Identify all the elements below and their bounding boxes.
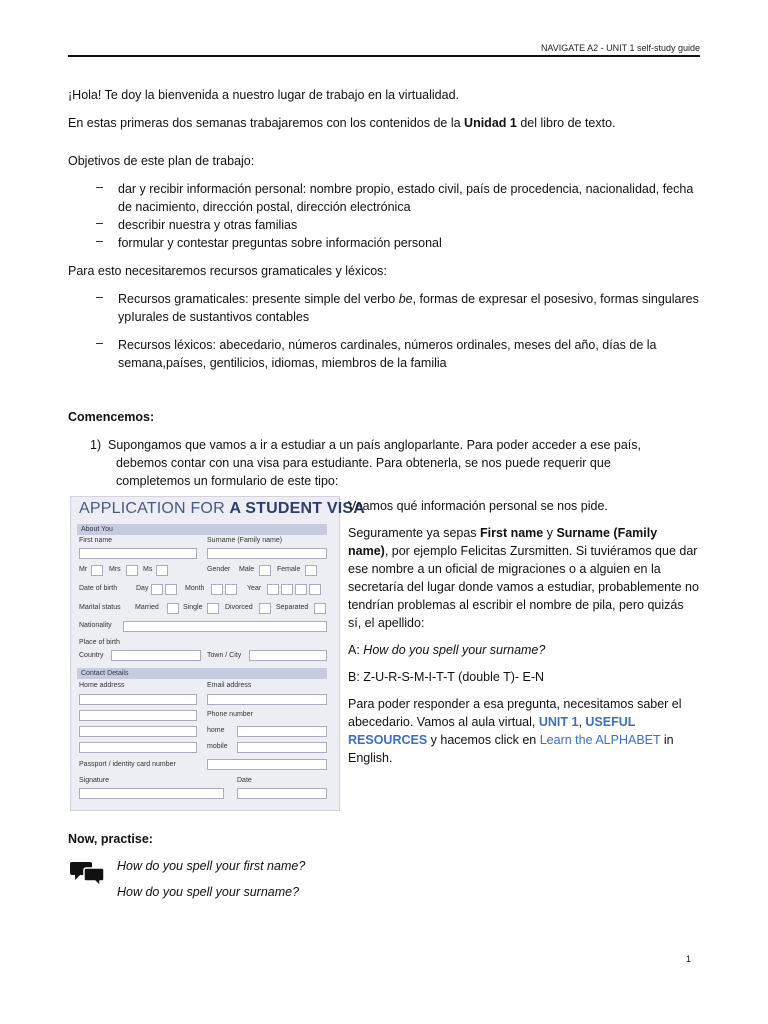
- page-number: 1: [686, 954, 692, 964]
- label-date: Date: [237, 777, 252, 784]
- field-address-1: [79, 694, 197, 705]
- label-first-name: First name: [79, 537, 113, 544]
- alphabet-text-a: Para poder responder a esa pregunta, necesitamos saber el abecedario. Vamos al aula virtual,: [348, 697, 682, 729]
- label-separated: Separated: [276, 604, 309, 611]
- label-passport: Passport / identity card number: [79, 761, 176, 768]
- field-address-3: [79, 726, 197, 737]
- section-contact-details: Contact Details: [77, 668, 327, 679]
- label-town: Town / City: [207, 652, 242, 659]
- label-divorced: Divorced: [225, 604, 253, 611]
- greeting: ¡Hola! Te doy la bienvenida a nuestro lugar de trabajo en la virtualidad.: [68, 88, 459, 102]
- intro-info-text: Veamos qué información personal se nos pide.: [348, 499, 608, 513]
- names-paragraph: [348, 524, 700, 632]
- label-day: Day: [136, 585, 149, 592]
- bullet-dash: –: [96, 290, 103, 304]
- label-ms: Ms: [143, 566, 153, 573]
- speech-bubbles-icon: [70, 858, 106, 888]
- resources-list: [68, 290, 700, 372]
- label-place-of-birth: Place of birth: [79, 639, 120, 646]
- item-text: Supongamos que vamos a ir a estudiar a un país angloparlante. Para poder acceder a ese país, debemos contar con una visa para estudiante. Para obtenerla, se nos puede requerir que completemos un formulario de este tipo:: [108, 438, 641, 488]
- names-text-a: Seguramente ya sepas: [348, 526, 481, 540]
- form-title-b: A STUDENT VISA: [229, 500, 366, 517]
- useful-resources-link[interactable]: USEFUL RESOURCES: [348, 715, 636, 747]
- practise-heading: Now, practise:: [68, 832, 153, 846]
- label-gender: Gender: [207, 566, 231, 573]
- box-month-2: [225, 584, 237, 595]
- label-male: Male: [239, 566, 255, 573]
- right-column: [348, 497, 700, 767]
- label-married: Married: [135, 604, 159, 611]
- section-about-you: About You: [77, 524, 327, 535]
- form-title-a: APPLICATION FOR: [79, 500, 230, 517]
- objectives-heading: Objetivos de este plan de trabajo:: [68, 154, 255, 168]
- list-item: [68, 234, 700, 252]
- box-year-2: [281, 584, 293, 595]
- resources-heading: Para esto necesitaremos recursos gramaticales y léxicos:: [68, 264, 387, 278]
- list-item-text: formular y contestar preguntas sobre información personal: [118, 236, 442, 250]
- grammar-text-c: , formas de expresar el posesivo, formas singulares ypIurales de sustantivos contables: [118, 292, 699, 324]
- field-first-name: [79, 548, 197, 559]
- start-heading: Comencemos:: [68, 410, 155, 424]
- label-month: Month: [185, 585, 205, 592]
- intro-text-c: del libro de texto.: [516, 116, 616, 130]
- box-year-1: [267, 584, 279, 595]
- box-separated: [314, 603, 326, 614]
- field-town: [249, 650, 327, 661]
- alphabet-separator: ,: [578, 715, 586, 729]
- box-male: [259, 565, 271, 576]
- intro-text-a: En estas primeras dos semanas trabajaremos con los contenidos de la: [68, 116, 465, 130]
- intro-line: [68, 114, 708, 132]
- header-rule: [68, 55, 700, 57]
- lexical-resources: Recursos léxicos: abecedario, números cardinales, números ordinales, meses del año, días de la semana,países, gentilicios, idiomas, miembros de la familia: [118, 338, 657, 370]
- speaker-a: A:: [348, 643, 364, 657]
- box-day-1: [151, 584, 163, 595]
- box-married: [167, 603, 179, 614]
- label-country: Country: [79, 652, 104, 659]
- label-mr: Mr: [79, 566, 88, 573]
- form-title: [79, 500, 365, 518]
- field-mobile: [237, 742, 327, 753]
- label-email: Email address: [207, 682, 252, 689]
- visa-application-form-image: [70, 496, 366, 811]
- bullet-dash: –: [96, 336, 103, 350]
- practise-question-1: [117, 857, 305, 875]
- label-home-phone: home: [207, 727, 225, 734]
- bullet-dash: –: [96, 180, 103, 194]
- learn-alphabet-link[interactable]: Learn the ALPHABET: [539, 733, 661, 747]
- grammar-text-a: Recursos gramaticales: presente simple del verbo: [118, 292, 399, 306]
- practise-question-2-text: How do you spell your surname?: [117, 885, 300, 899]
- label-dob: Date of birth: [79, 585, 118, 592]
- field-country: [111, 650, 201, 661]
- dialogue-answer: B: Z-U-R-S-M-I-T-T (double T)- E-N: [348, 670, 545, 684]
- box-year-4: [309, 584, 321, 595]
- objectives-list: [68, 180, 700, 252]
- list-item: [68, 180, 700, 216]
- label-signature: Signature: [79, 777, 109, 784]
- document-header: NAVIGATE A2 - UNIT 1 self-study guide: [540, 43, 700, 53]
- unit-highlight: Unidad 1: [464, 116, 517, 130]
- label-surname: Surname (Family name): [207, 537, 283, 544]
- dialogue-question: [348, 641, 700, 659]
- field-email: [207, 694, 327, 705]
- label-mobile: mobile: [207, 743, 228, 750]
- field-nationality: [123, 621, 327, 632]
- names-text-e: , por ejemplo Felicitas Zursmitten. Si tuviéramos que dar ese nombre a un oficial de migraciones o a alguien en la secretaría del lugar donde vamos a estudiar, probablemente no tendrían problemas al escribir el nombre de pila, pero quizás sí, el apellido:: [348, 544, 699, 630]
- alphabet-paragraph: [348, 695, 700, 767]
- box-single: [207, 603, 219, 614]
- alphabet-text-b: y hacemos click en: [427, 733, 540, 747]
- list-item-text: describir nuestra y otras familias: [118, 218, 298, 232]
- list-item: [68, 216, 700, 234]
- alphabet-text-c: in English.: [348, 733, 674, 765]
- box-mr: [91, 565, 103, 576]
- field-date: [237, 788, 327, 799]
- box-year-3: [295, 584, 307, 595]
- box-ms: [156, 565, 168, 576]
- list-item: [68, 336, 700, 372]
- label-nationality: Nationality: [79, 622, 112, 629]
- field-address-2: [79, 710, 197, 721]
- field-home-phone: [237, 726, 327, 737]
- box-day-2: [165, 584, 177, 595]
- label-phone: Phone number: [207, 711, 253, 718]
- bullet-dash: –: [96, 216, 103, 230]
- field-surname: [207, 548, 327, 559]
- item-number: 1): [90, 438, 102, 452]
- list-item: [68, 290, 700, 326]
- practise-question-1-text: How do you spell your first name?: [117, 859, 306, 873]
- field-signature: [79, 788, 224, 799]
- box-month-1: [211, 584, 223, 595]
- box-divorced: [259, 603, 271, 614]
- practise-question-2: [117, 883, 299, 901]
- term-first-name: First name: [480, 526, 544, 540]
- box-female: [305, 565, 317, 576]
- label-single: Single: [183, 604, 203, 611]
- label-home-address: Home address: [79, 682, 125, 689]
- unit-1-link[interactable]: UNIT 1: [538, 715, 579, 729]
- box-mrs: [126, 565, 138, 576]
- grammar-verb-be: be: [398, 292, 413, 306]
- question-text: How do you spell your surname?: [363, 643, 546, 657]
- list-item-text: dar y recibir información personal: nombre propio, estado civil, país de procedencia, nacionalidad, fecha de nacimiento, dirección postal, dirección electrónica: [118, 182, 694, 214]
- field-passport: [207, 759, 327, 770]
- label-mrs: Mrs: [109, 566, 121, 573]
- bullet-dash: –: [96, 234, 103, 248]
- grammar-resources: [118, 290, 700, 326]
- numbered-item: [90, 436, 680, 490]
- label-year: Year: [247, 585, 262, 592]
- label-female: Female: [277, 566, 301, 573]
- term-surname: Surname (Family name): [348, 526, 658, 558]
- field-address-4: [79, 742, 197, 753]
- label-marital: Marital status: [79, 604, 121, 611]
- names-text-c: y: [543, 526, 557, 540]
